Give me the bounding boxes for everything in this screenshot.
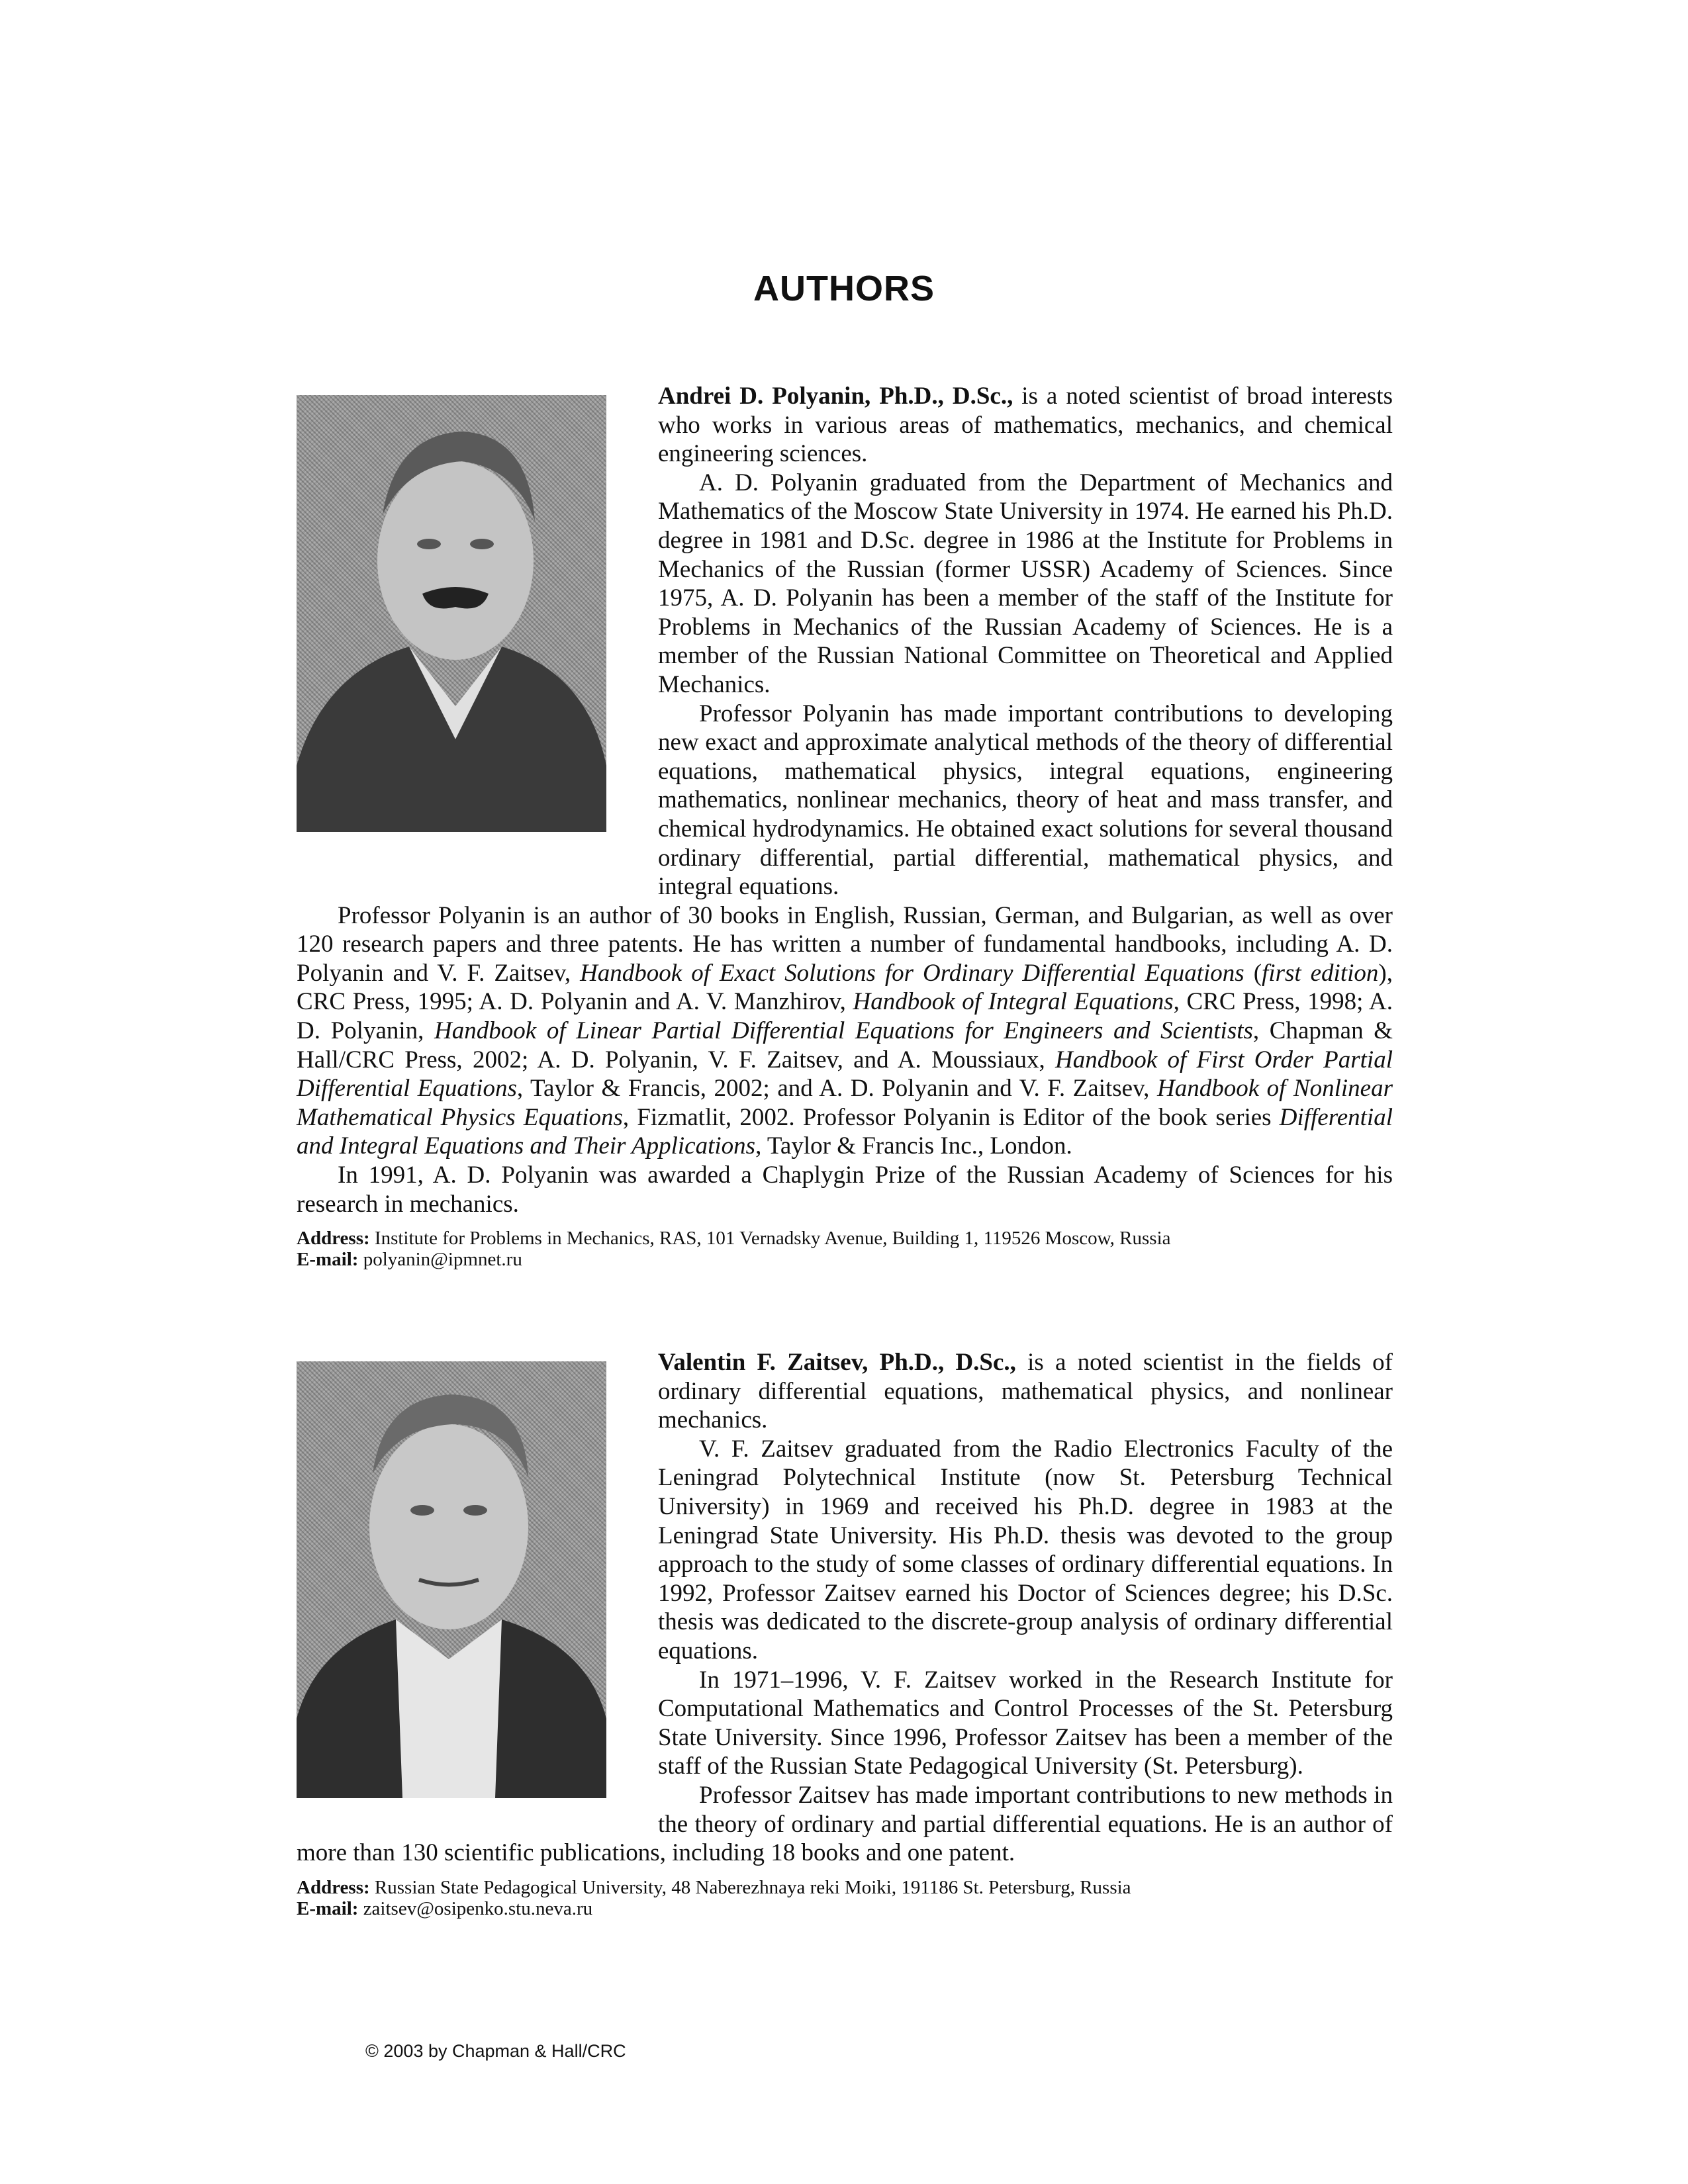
bio-paragraph: In 1991, A. D. Polyanin was awarded a Chaplygin Prize of the Russian Academy of Sciences for his research in mechanics. xyxy=(297,1161,1393,1218)
address-value: Institute for Problems in Mechanics, RAS, 101 Vernadsky Avenue, Building 1, 119526 Moscow, Russia xyxy=(374,1228,1171,1250)
portrait-graphic xyxy=(297,395,606,832)
bio-paragraph-books: Professor Polyanin is an author of 30 books in English, Russian, German, and Bulgarian, as well as over 120 research papers and three patents. He has written a number of fundamental handbooks, including A. D. Polyanin and V. F. Zaitsev, Handbook of Exact Solutions for Ordinary Differential Equations (first edition), CRC Press, 1995; A. D. Polyanin and A. V. Manzhirov, Handbook of Integral Equations, CRC Press, 1998; A. D. Polyanin, Handbook of Linear Partial Differential Equations for Engineers and Scientists, Chapman & Hall/CRC Press, 2002; A. D. Polyanin, V. F. Zaitsev, and A. Moussiaux, Handbook of First Order Partial Differential Equations, Taylor & Francis, 2002; and A. D. Polyanin and V. F. Zaitsev, Handbook of Nonlinear Mathematical Physics Equations, Fizmatlit, 2002. Professor Polyanin is Editor of the book series Differential and Integral Equations and Their Applications, Taylor & Francis Inc., London. xyxy=(297,901,1393,1160)
author-intro: is a noted scientist of broad interests who works in various areas of mathematics, mechanics, and chemical engineering sciences. xyxy=(658,383,1393,468)
bio-paragraph: A. D. Polyanin graduated from the Department of Mechanics and Mathematics of the Moscow State University in 1974. He earned his Ph.D. degree in 1981 and D.Sc. degree in 1986 at the Institute for Problems in Mechanics of the Russian (former USSR) Academy of Sciences. Since 1975, A. D. Polyanin has been a member of the staff of the Institute for Problems in Mechanics of the Russian Academy of Sciences. He is a member of the Russian National Committee on Theoretical and Applied Mechanics. xyxy=(658,469,1393,698)
author-entry-polyanin xyxy=(297,382,1393,1270)
book-series-title: Differential and Integral Equations and Their Applications xyxy=(297,1103,1393,1160)
contact-block xyxy=(297,1877,1393,1919)
email-label: E-mail: xyxy=(297,1249,359,1271)
bio-paragraph: Professor Polyanin has made important contributions to developing new exact and approximate analytical methods of the theory of differential equations, mathematical physics, integral equations, engineering mathematics, nonlinear mechanics, theory of heat and mass transfer, and chemical hydrodynamics. He obtained exact solutions for several thousand ordinary differential, partial differential, mathematical physics, and integral equations. xyxy=(658,700,1393,901)
address-line xyxy=(297,1228,1393,1249)
book-edition: first edition xyxy=(1262,959,1379,987)
email-label: E-mail: xyxy=(297,1897,359,1919)
author-photo-zaitsev xyxy=(297,1361,606,1798)
author-intro: is a noted scientist in the fields of ordinary differential equations, mathematical physics, and nonlinear mechanics. xyxy=(658,1349,1393,1434)
author-photo-polyanin xyxy=(297,395,606,832)
author-name: Valentin F. Zaitsev, Ph.D., D.Sc., xyxy=(658,1349,1016,1376)
address-label: Address: xyxy=(297,1228,370,1250)
book-title: Handbook of Nonlinear Mathematical Physics Equations xyxy=(297,1075,1393,1131)
address-line xyxy=(297,1877,1393,1898)
book-title: Handbook of Exact Solutions for Ordinary Differential Equations xyxy=(580,959,1244,987)
address-value: Russian State Pedagogical University, 48 Naberezhnaya reki Moiki, 191186 St. Petersburg, Russia xyxy=(374,1876,1131,1898)
email-line xyxy=(297,1898,1393,1919)
bio-paragraph: V. F. Zaitsev graduated from the Radio Electronics Faculty of the Leningrad Polytechnical Institute (now St. Petersburg Technical University) in 1969 and received his Ph.D. degree in 1983 at the Leningrad State University. His Ph.D. thesis was devoted to the group approach to the study of some classes of ordinary differential equations. In 1992, Professor Zaitsev earned his Doctor of Sciences degree; his D.Sc. thesis was dedicated to the discrete-group analysis of ordinary differential equations. xyxy=(658,1435,1393,1664)
book-title: Handbook of First Order Partial Differential Equations xyxy=(297,1046,1393,1103)
email-value[interactable]: polyanin@ipmnet.ru xyxy=(363,1249,522,1271)
address-label: Address: xyxy=(297,1876,370,1898)
author-name: Andrei D. Polyanin, Ph.D., D.Sc., xyxy=(658,383,1013,410)
bio-paragraph: In 1971–1996, V. F. Zaitsev worked in the Research Institute for Computational Mathematics and Control Processes of the St. Petersburg State University. Since 1996, Professor Zaitsev has been a member of the staff of the Russian State Pedagogical University (St. Petersburg). xyxy=(658,1666,1393,1780)
contact-block xyxy=(297,1228,1393,1270)
copyright-footer: © 2003 by Chapman & Hall/CRC xyxy=(365,2041,626,2061)
author-entry-zaitsev xyxy=(297,1348,1393,1919)
page-title: AUTHORS xyxy=(753,269,935,308)
book-title: Handbook of Integral Equations xyxy=(853,988,1174,1016)
bio-paragraph: Professor Zaitsev has made important contributions to new methods in the theory of ordinary and partial differential equations. He is an author of more than 130 scientific publications, including 18 books and one patent. xyxy=(297,1781,1393,1867)
email-value[interactable]: zaitsev@osipenko.stu.neva.ru xyxy=(363,1897,593,1919)
book-title: Handbook of Linear Partial Differential Equations for Engineers and Scientists xyxy=(434,1017,1253,1045)
email-line xyxy=(297,1249,1393,1270)
portrait-graphic xyxy=(297,1361,606,1798)
